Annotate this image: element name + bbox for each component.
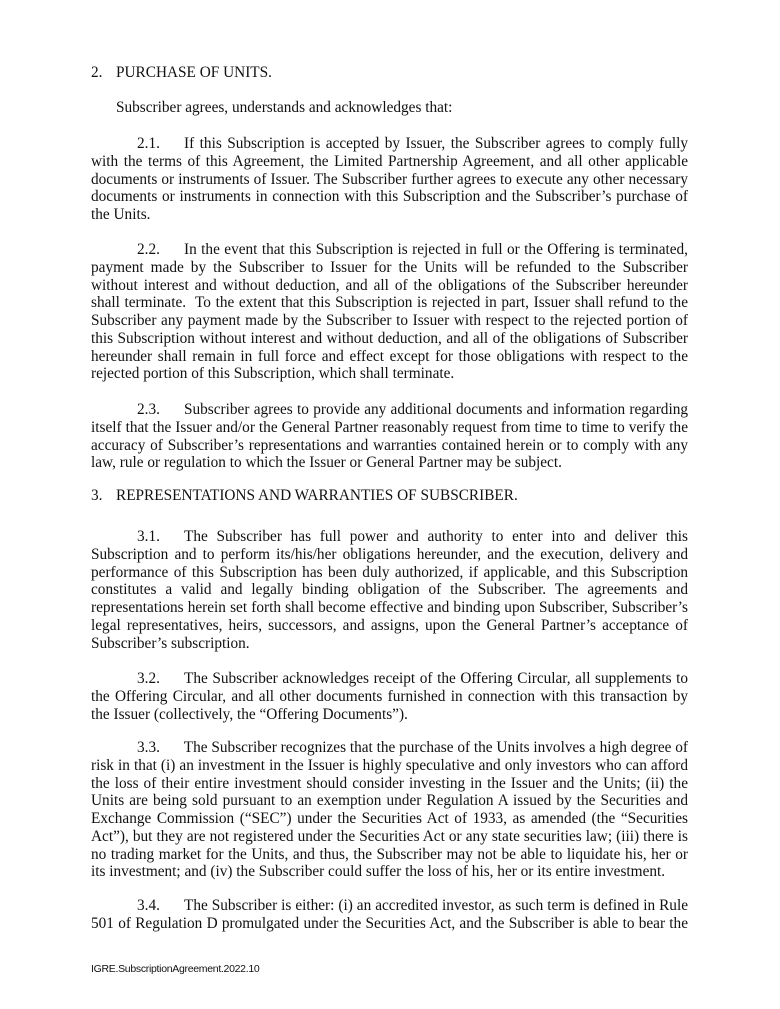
- text-line: [91, 863, 688, 881]
- intro-paragraph: [91, 99, 688, 117]
- line-text: In the event that this Subscription is rejected in full or the Offering is terminated,: [184, 241, 688, 258]
- clause-paragraph: [91, 401, 688, 472]
- clause-number: 2.3.: [137, 401, 160, 418]
- line-text: no trading market for the Units, and thus, the Subscriber may not be able to liquidate his, her or: [91, 845, 688, 863]
- line-text: The Subscriber is either: (i) an accredited investor, as such term is defined in Rule: [184, 897, 688, 914]
- text-line: [91, 419, 688, 437]
- line-text: constitutes a valid and legally binding obligation of the Subscriber. The agreements and: [91, 581, 688, 599]
- line-text: law, rule or regulation to which the Issuer or General Partner may be subject.: [91, 454, 562, 472]
- clause-paragraph: [91, 739, 688, 881]
- line-text: Subscriber agrees, understands and acknowledges that:: [116, 99, 453, 116]
- text-line: [91, 365, 688, 383]
- line-text: The Subscriber recognizes that the purchase of the Units involves a high degree of: [183, 739, 688, 756]
- text-line: [91, 294, 688, 312]
- text-line: [91, 599, 688, 617]
- line-text: hereunder shall remain in full force and effect except for those obligations with respect to the: [91, 347, 688, 365]
- line-text: documents or instruments in connection with this Subscription and the Subscriber’s purchase of: [91, 188, 688, 206]
- text-line: [91, 401, 688, 419]
- line-text: payment made by the Subscriber to Issuer for the Units will be refunded to the Subscriber: [91, 258, 688, 276]
- text-line: [91, 810, 688, 828]
- clause-number: 3.3.: [137, 739, 160, 756]
- clause-number: 3.2.: [137, 670, 160, 687]
- line-text: without interest and without deduction, and all of the obligations of the Subscriber hereunder: [91, 276, 688, 294]
- line-text: performance of this Subscription has been duly authorized, if applicable, and this Subscription: [91, 563, 688, 581]
- clause-paragraph: [91, 897, 688, 933]
- text-line: [91, 312, 688, 330]
- text-line: [91, 617, 688, 635]
- line-text: Exchange Commission (“SEC”) under the Securities Act of 1933, as amended (the “Securities: [91, 810, 688, 827]
- footer-doc-id: IGRE.SubscriptionAgreement.2022.10: [91, 963, 260, 975]
- text-line: [91, 437, 688, 455]
- line-text: shall terminate. To the extent that this Subscription is rejected in part, Issuer shall refund to the: [91, 294, 688, 312]
- text-line: [91, 546, 688, 564]
- clause-number: 3.4.: [137, 897, 160, 914]
- section-number: 2.: [91, 64, 103, 81]
- line-text: the Issuer (collectively, the “Offering Documents”).: [91, 705, 408, 723]
- line-text: Act”), but they are not registered under the Securities Act or any state securities law; (iii) there is: [91, 827, 688, 845]
- line-text: The Subscriber has full power and authority to enter into and deliver this: [184, 528, 688, 545]
- line-text: itself that the Issuer and/or the General Partner reasonably request from time to time to verify the: [91, 418, 688, 436]
- clause-number: 2.1.: [137, 135, 160, 152]
- line-text: representations herein set forth shall become effective and binding upon Subscriber, Subscriber’s: [91, 599, 688, 616]
- text-line: [91, 635, 688, 653]
- text-line: [91, 775, 688, 793]
- line-text: Units are being sold pursuant to an exemption under Regulation A issued by the Securities and: [91, 792, 688, 810]
- text-line: [91, 259, 688, 277]
- text-line: [91, 206, 688, 224]
- line-text: the loss of their entire investment should consider investing in the Issuer and the Units; (ii) the: [91, 774, 688, 792]
- text-line: [91, 915, 688, 933]
- text-line: [91, 348, 688, 366]
- section-heading: [91, 64, 688, 82]
- text-line: [91, 135, 688, 153]
- section-heading: [91, 487, 688, 505]
- line-text: its investment; and (iv) the Subscriber could suffer the loss of his, her or its entire investment.: [91, 863, 666, 881]
- text-line: [91, 757, 688, 775]
- text-line: [91, 171, 688, 189]
- text-line: [91, 581, 688, 599]
- text-line: [91, 241, 688, 259]
- clause-number: 2.2.: [137, 241, 160, 258]
- line-text: Subscriber’s subscription.: [91, 634, 250, 652]
- line-text: accuracy of Subscriber’s representations and warranties contained herein or to comply with any: [91, 436, 688, 454]
- text-line: [91, 454, 688, 472]
- section-title: PURCHASE OF UNITS.: [116, 64, 272, 81]
- clause-paragraph: [91, 670, 688, 723]
- line-text: the Units.: [91, 206, 151, 223]
- clause-paragraph: [91, 528, 688, 652]
- line-text: this Subscription without interest and without deduction, and all of the obligations of Subscriber: [91, 329, 688, 347]
- text-line: [91, 828, 688, 846]
- line-text: Subscriber agrees to provide any additional documents and information regarding: [184, 401, 688, 418]
- text-line: [91, 153, 688, 171]
- text-line: [91, 688, 688, 706]
- line-text: risk in that (i) an investment in the Issuer is highly speculative and only investors who can afford: [91, 756, 688, 774]
- text-line: [91, 706, 688, 724]
- line-text: the Offering Circular, and all other documents furnished in connection with this transaction by: [91, 687, 688, 705]
- text-line: [91, 897, 688, 915]
- text-line: [91, 99, 688, 117]
- text-line: [91, 846, 688, 864]
- clause-number: 3.1.: [137, 528, 160, 545]
- text-line: [91, 188, 688, 206]
- text-line: [91, 670, 688, 688]
- text-line: [91, 564, 688, 582]
- line-text: The Subscriber acknowledges receipt of the Offering Circular, all supplements to: [184, 670, 688, 687]
- text-line: [91, 277, 688, 295]
- text-line: [91, 528, 688, 546]
- section-title: REPRESENTATIONS AND WARRANTIES OF SUBSCRIBER.: [116, 487, 518, 504]
- line-text: legal representatives, heirs, successors, and assigns, upon the General Partner’s acceptance of: [91, 616, 688, 634]
- line-text: with the terms of this Agreement, the Limited Partnership Agreement, and all other applicable: [91, 152, 688, 170]
- line-text: Subscriber any payment made by the Subscriber to Issuer with respect to the rejected portion of: [91, 312, 688, 329]
- section-number: 3.: [91, 487, 103, 504]
- text-line: [91, 792, 688, 810]
- clause-paragraph: [91, 135, 688, 224]
- line-text: rejected portion of this Subscription, which shall terminate.: [91, 365, 455, 383]
- line-text: Subscription and to perform its/his/her obligations hereunder, and the execution, delivery and: [91, 545, 688, 563]
- line-text: documents or instruments of Issuer. The Subscriber further agrees to execute any other necessary: [91, 170, 688, 188]
- line-text: If this Subscription is accepted by Issuer, the Subscriber agrees to comply fully: [184, 135, 688, 152]
- clause-paragraph: [91, 241, 688, 383]
- text-line: [91, 739, 688, 757]
- text-line: [91, 330, 688, 348]
- line-text: 501 of Regulation D promulgated under the Securities Act, and the Subscriber is able to bear the: [91, 914, 688, 932]
